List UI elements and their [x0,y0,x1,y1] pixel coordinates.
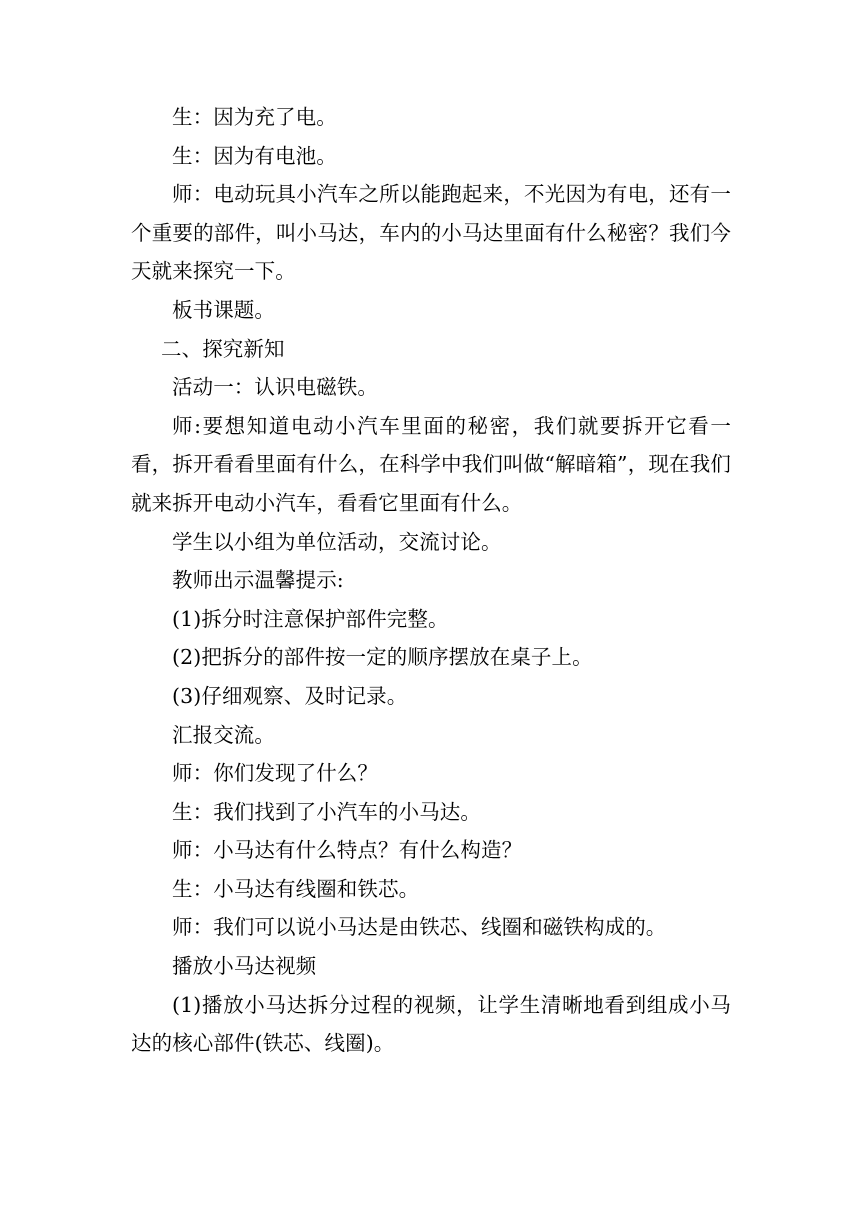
paragraph: 师：你们发现了什么？ [172,761,378,786]
paragraph: 生：因为充了电。 [172,105,337,129]
list-item: (1)拆分时注意保护部件完整。 [172,606,449,631]
paragraph: 生：我们找到了小汽车的小马达。 [172,799,481,824]
document-body [131,98,731,1063]
paragraph: 师:要想知道电动小汽车里面的秘密，我们就要拆开它看一看，拆开看看里面有什么，在科学中我们叫做“解暗箱”，现在我们就来拆开电动小汽车，看看它里面有什么。 [131,413,731,515]
paragraph: 师：电动玩具小汽车之所以能跑起来，不光因为有电，还有一个重要的部件，叫小马达，车内的小马达里面有什么秘密？我们今天就来探究一下。 [131,182,731,284]
paragraph: 师：小马达有什么特点？有什么构造？ [172,838,523,863]
paragraph: 生：小马达有线圈和铁芯。 [172,876,420,901]
section-heading: 二、探究新知 [161,336,285,361]
paragraph: 教师出示温馨提示: [172,568,344,593]
list-item: (2)把拆分的部件按一定的顺序摆放在桌子上。 [172,645,593,670]
paragraph: 板书课题。 [172,297,275,322]
list-item: (1)播放小马达拆分过程的视频，让学生清晰地看到组成小马达的核心部件(铁芯、线圈)。 [131,992,731,1056]
paragraph: 汇报交流。 [172,722,275,747]
list-item: (3)仔细观察、及时记录。 [172,683,408,708]
paragraph: 师：我们可以说小马达是由铁芯、线圈和磁铁构成的。 [172,915,667,940]
paragraph: 学生以小组为单位活动，交流讨论。 [172,529,502,554]
paragraph: 生：因为有电池。 [172,143,337,168]
paragraph: 播放小马达视频 [172,954,317,979]
paragraph: 活动一：认识电磁铁。 [172,375,378,400]
